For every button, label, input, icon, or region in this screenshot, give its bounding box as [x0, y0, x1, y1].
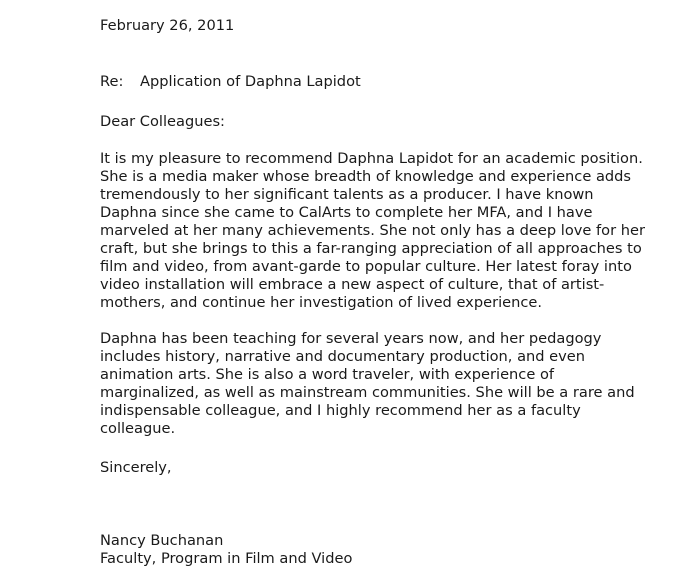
paragraph-line: craft, but she brings to this a far-ranging appreciation of all approaches to — [100, 240, 642, 257]
paragraph-line: mothers, and continue her investigation of lived experience. — [100, 294, 542, 311]
paragraph-line: indispensable colleague, and I highly recommend her as a faculty — [100, 402, 581, 419]
salutation: Dear Colleagues: — [100, 113, 225, 130]
signer-name: Nancy Buchanan — [100, 532, 224, 549]
body-paragraph-2 — [100, 330, 685, 438]
paragraph-line: She is a media maker whose breadth of knowledge and experience adds — [100, 168, 632, 185]
closing: Sincerely, — [100, 459, 172, 476]
paragraph-line: colleague. — [100, 420, 176, 437]
paragraph-line: video installation will embrace a new aspect of culture, that of artist- — [100, 276, 605, 293]
body-paragraph-1 — [100, 150, 685, 312]
paragraph-line: Daphna since she came to CalArts to complete her MFA, and I have — [100, 204, 593, 221]
letter-date: February 26, 2011 — [100, 17, 235, 34]
signer-title: Faculty, Program in Film and Video — [100, 550, 353, 567]
paragraph-line: marginalized, as well as mainstream communities. She will be a rare and — [100, 384, 635, 401]
paragraph-line: marveled at her many achievements. She not only has a deep love for her — [100, 222, 645, 239]
paragraph-line: film and video, from avant-garde to popular culture. Her latest foray into — [100, 258, 632, 275]
recommendation-letter — [100, 17, 685, 568]
subject-line — [100, 72, 685, 92]
subject-text: Application of Daphna Lapidot — [140, 73, 361, 90]
subject-label: Re: — [100, 73, 124, 90]
signature-block — [100, 532, 685, 568]
paragraph-line: Daphna has been teaching for several years now, and her pedagogy — [100, 330, 602, 347]
paragraph-line: animation arts. She is also a word traveler, with experience of — [100, 366, 555, 383]
paragraph-line: includes history, narrative and documentary production, and even — [100, 348, 586, 365]
paragraph-line: It is my pleasure to recommend Daphna Lapidot for an academic position. — [100, 150, 643, 167]
paragraph-line: tremendously to her significant talents as a producer. I have known — [100, 186, 594, 203]
